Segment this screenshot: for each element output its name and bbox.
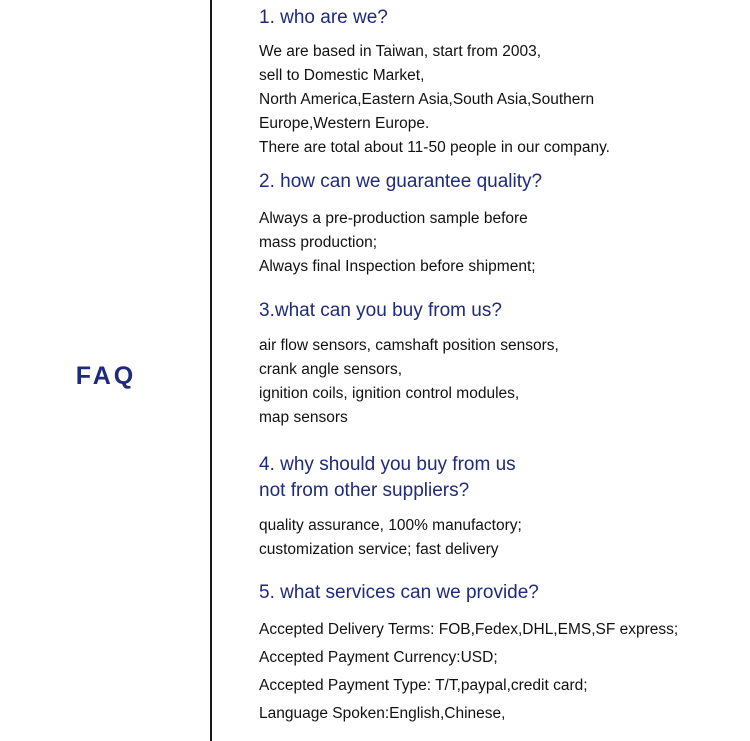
faq-heading: FAQ — [75, 362, 137, 390]
answer-line: Europe,Western Europe. — [259, 115, 430, 132]
answer-line: air flow sensors, camshaft position sensors, — [259, 337, 559, 354]
answer-line: crank angle sensors, — [259, 361, 403, 378]
faq-question — [259, 5, 739, 31]
question-line: 5. what services can we provide? — [259, 582, 539, 603]
answer-line: Accepted Payment Type: T/T,paypal,credit card; — [259, 677, 588, 694]
answer-line: quality assurance, 100% manufactory; — [259, 517, 522, 534]
answer-line: Always final Inspection before shipment; — [259, 258, 536, 275]
question-line: not from other suppliers? — [259, 480, 470, 501]
faq-answer — [259, 334, 739, 430]
faq-answer — [259, 207, 739, 279]
question-line: 4. why should you buy from us — [259, 454, 516, 475]
faq-item-services — [259, 580, 739, 728]
question-line: 1. who are we? — [259, 7, 388, 28]
answer-line: We are based in Taiwan, start from 2003, — [259, 43, 542, 60]
answer-line: mass production; — [259, 234, 378, 251]
answer-line: Language Spoken:English,Chinese, — [259, 705, 506, 722]
faq-answer — [259, 616, 739, 728]
faq-item-who-are-we — [259, 5, 739, 160]
faq-item-quality — [259, 169, 739, 279]
faq-question — [259, 169, 739, 195]
answer-line: customization service; fast delivery — [259, 541, 499, 558]
answer-line: Accepted Payment Currency:USD; — [259, 649, 498, 666]
faq-item-why-us — [259, 452, 739, 562]
answer-line: ignition coils, ignition control modules, — [259, 385, 520, 402]
faq-answer — [259, 40, 739, 160]
question-line: 2. how can we guarantee quality? — [259, 171, 543, 192]
faq-answer — [259, 514, 739, 562]
answer-line: North America,Eastern Asia,South Asia,Southern — [259, 91, 595, 108]
answer-line: map sensors — [259, 409, 348, 426]
answer-line: There are total about 11-50 people in our company. — [259, 139, 610, 156]
answer-line: Accepted Delivery Terms: FOB,Fedex,DHL,EMS,SF express; — [259, 621, 679, 638]
answer-line: sell to Domestic Market, — [259, 67, 425, 84]
faq-question — [259, 298, 739, 324]
vertical-divider — [210, 0, 212, 741]
answer-line: Always a pre-production sample before — [259, 210, 528, 227]
faq-question — [259, 452, 739, 504]
faq-item-products — [259, 298, 739, 430]
faq-question — [259, 580, 739, 606]
question-line: 3.what can you buy from us? — [259, 300, 502, 321]
